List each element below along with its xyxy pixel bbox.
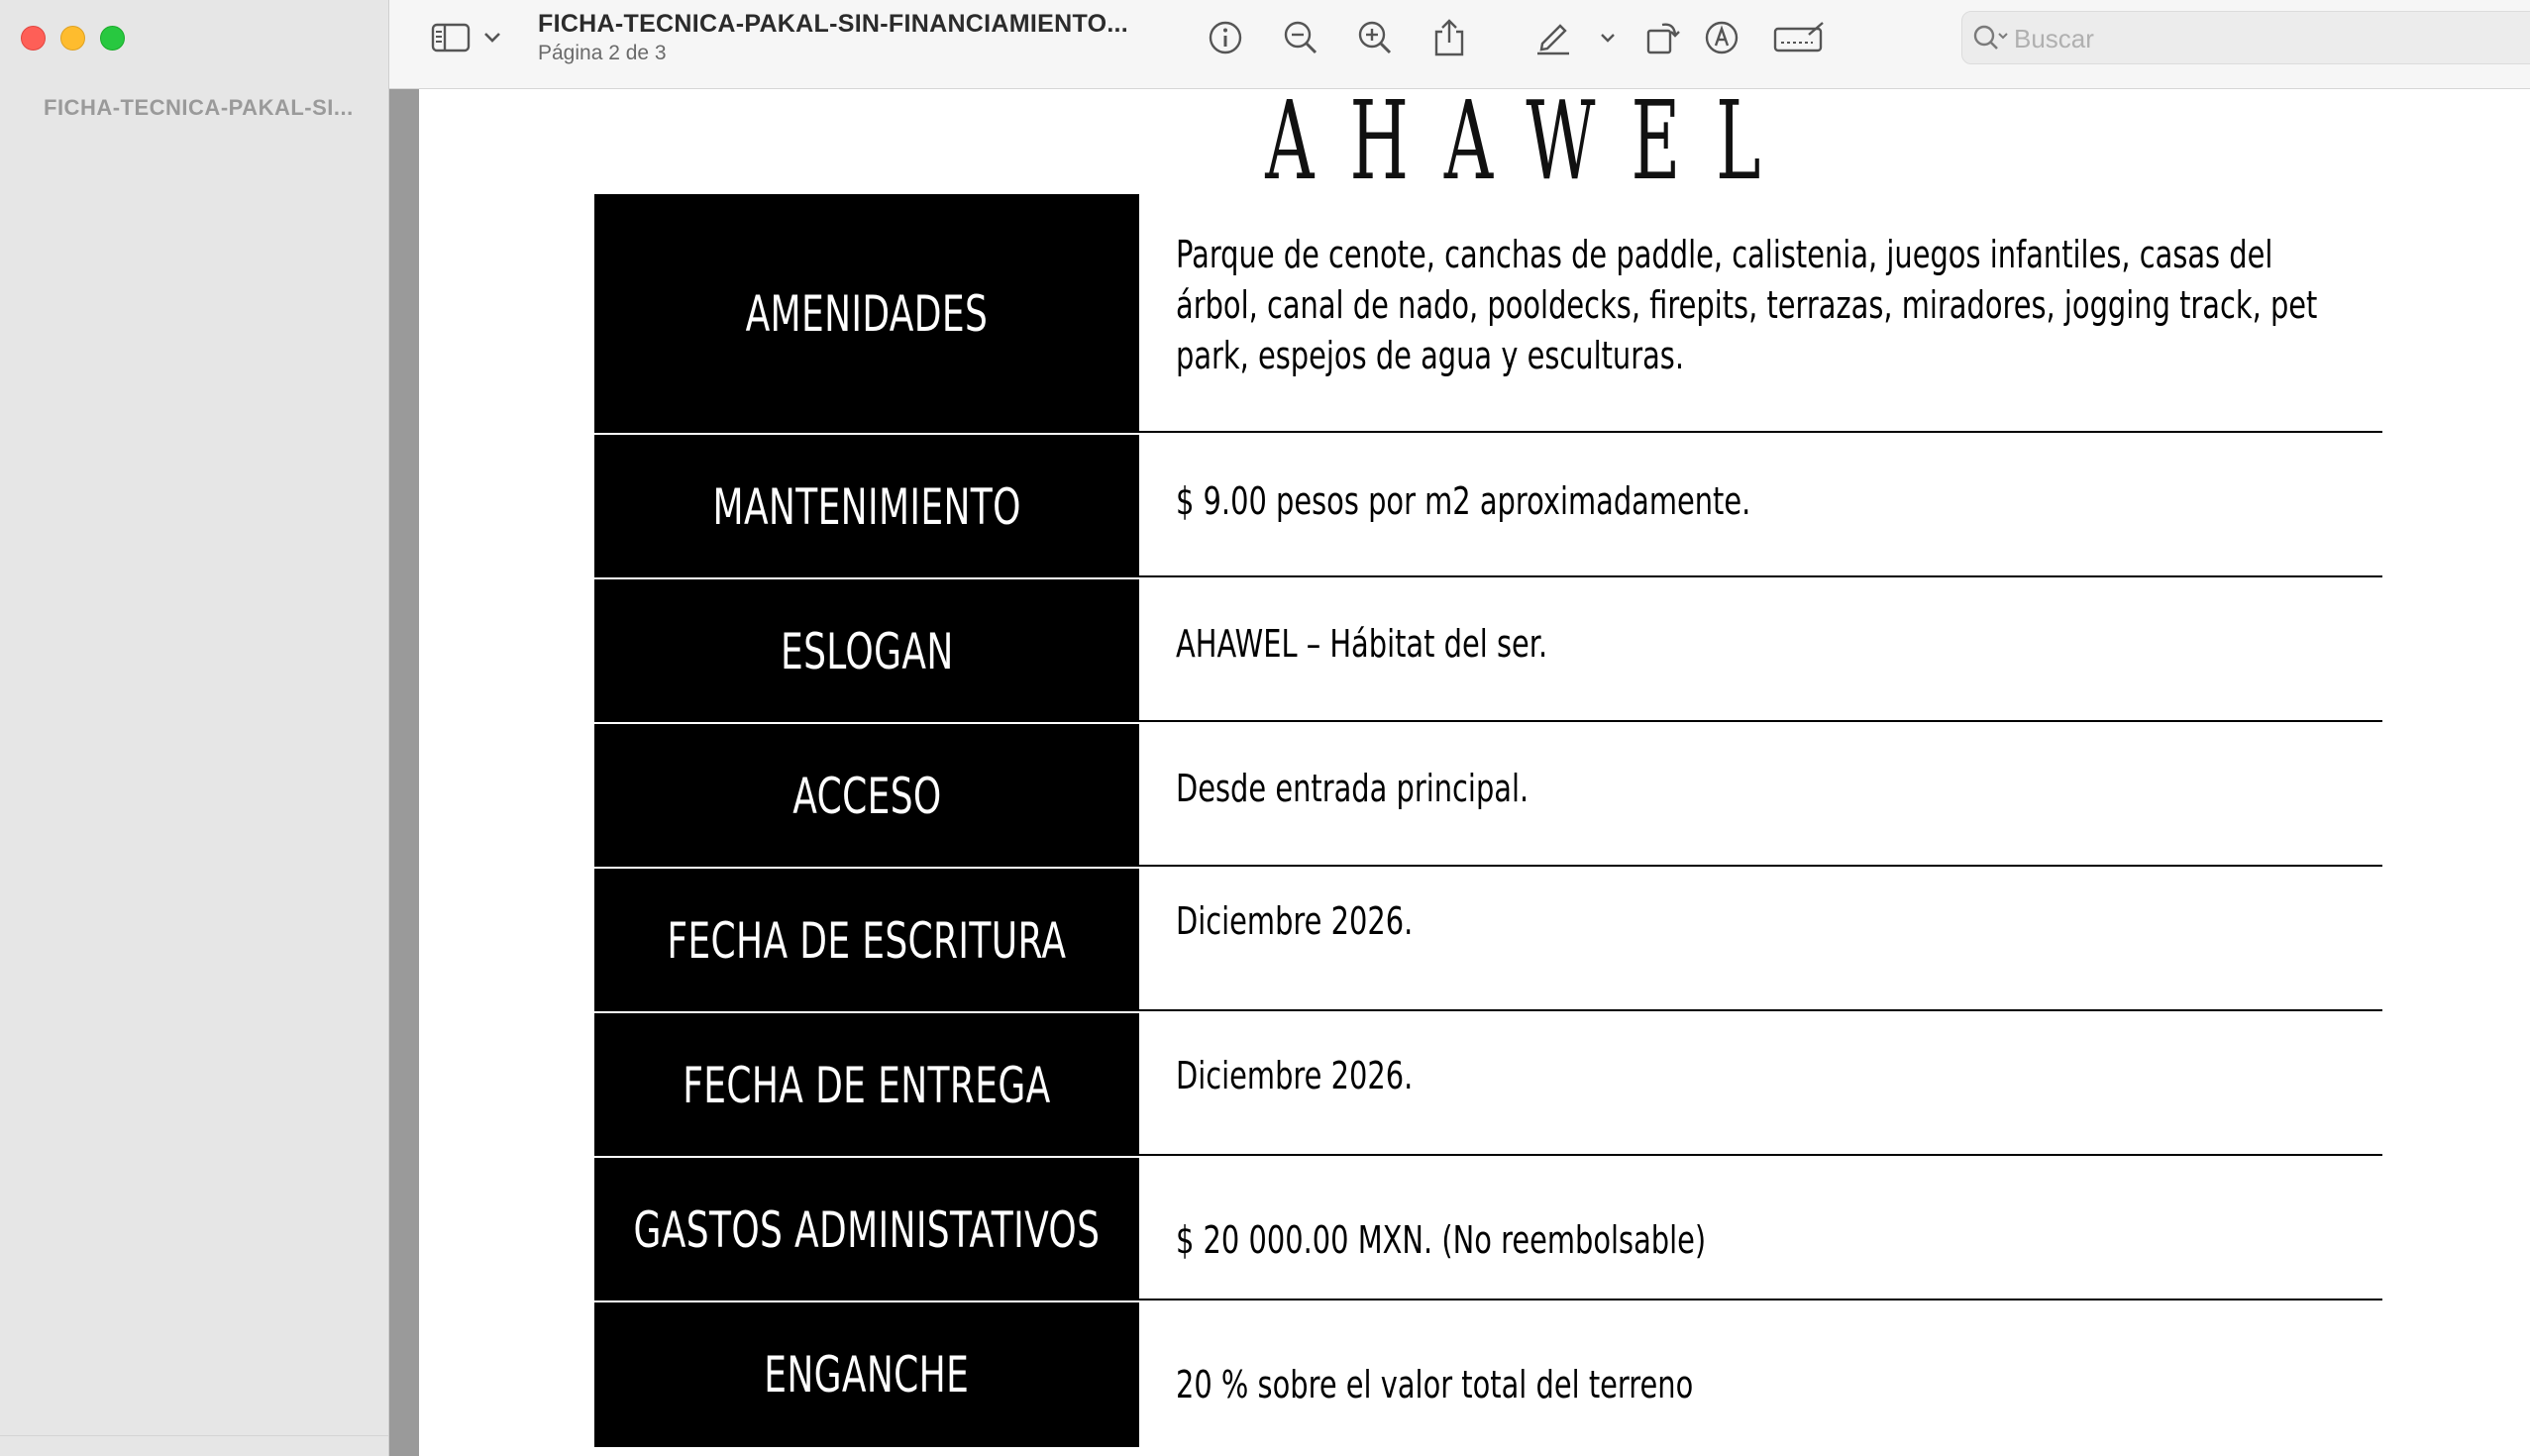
row-value-cell [1139,433,2382,577]
brand-logo-text: AHAWEL [1265,89,1797,204]
highlight-pen-icon[interactable] [1533,20,1573,55]
row-label: ESLOGAN [780,623,954,680]
page-indicator: Página 2 de 3 [538,42,667,64]
sidebar-toggle-icon[interactable] [429,20,473,55]
zoom-window-button[interactable] [100,26,125,51]
row-value-cell [1139,1156,2382,1300]
toolbar [389,0,2530,89]
row-value: Desde entrada principal. [1176,767,1529,810]
page-thumbnail-label[interactable]: FICHA-TECNICA-PAKAL-SI... [44,95,354,120]
row-label-cell [594,194,1139,433]
row-value: AHAWEL – Hábitat del ser. [1176,622,1548,666]
page-gutter [389,89,419,1456]
rotate-icon[interactable] [1642,20,1682,55]
close-window-button[interactable] [21,26,46,51]
table-row [594,1300,2382,1445]
row-value-cell [1139,722,2382,867]
row-label-cell [594,1156,1139,1302]
row-value: Diciembre 2026. [1176,1054,1414,1097]
row-label-cell [594,433,1139,579]
row-label-cell [594,722,1139,869]
signature-icon[interactable] [1771,20,1827,55]
thumbnail-sidebar [0,0,389,1456]
row-value-cell [1139,577,2382,722]
row-label: ENGANCHE [764,1346,970,1404]
row-value-cell [1139,867,2382,1011]
search-input[interactable] [2012,22,2511,55]
chevron-down-icon[interactable] [480,20,504,55]
row-label-cell [594,1011,1139,1158]
row-value: 20 % sobre el valor total del terreno [1176,1363,1694,1406]
table-row [594,1156,2382,1300]
minimize-window-button[interactable] [60,26,85,51]
brand-logo [419,89,2530,204]
row-label-cell [594,577,1139,724]
document-title: FICHA-TECNICA-PAKAL-SIN-FINANCIAMIENTO... [538,10,1129,38]
row-value-cell [1139,1300,2382,1445]
table-row [594,433,2382,577]
search-icon [1972,24,2010,58]
table-row [594,194,2382,433]
sidebar-footer [0,1435,388,1456]
zoom-out-icon[interactable] [1281,20,1320,55]
row-value: $ 9.00 pesos por m2 aproximadamente. [1176,479,1751,523]
row-value: Parque de cenote, canchas de paddle, calistenia, juegos infantiles, casas del árbol, canal de nado, pooldecks, firepits, terrazas, miradores, jogging track, pet park, espejos de agua y esculturas. [1176,233,2318,377]
row-label: FECHA DE ENTREGA [683,1057,1051,1114]
row-label: FECHA DE ESCRITURA [667,912,1067,970]
info-icon[interactable] [1206,20,1245,55]
row-label-cell [594,1300,1139,1447]
table-row [594,577,2382,722]
row-label: GASTOS ADMINISTATIVOS [633,1201,1101,1259]
row-label-cell [594,867,1139,1013]
table-row [594,1011,2382,1156]
row-value-cell [1139,1011,2382,1156]
chevron-down-icon[interactable] [1596,20,1620,55]
row-value: $ 20 000.00 MXN. (No reembolsable) [1176,1218,1707,1262]
pdf-page[interactable] [419,89,2530,1456]
markup-icon[interactable] [1702,20,1741,55]
row-label: MANTENIMIENTO [712,478,1021,536]
zoom-in-icon[interactable] [1355,20,1395,55]
table-row [594,867,2382,1011]
row-label: ACCESO [791,768,942,825]
row-value: Diciembre 2026. [1176,899,1414,943]
row-label: AMENIDADES [745,284,989,343]
row-value-cell [1139,194,2382,433]
share-icon[interactable] [1429,20,1469,55]
table-row [594,722,2382,867]
search-field[interactable] [1961,11,2530,64]
